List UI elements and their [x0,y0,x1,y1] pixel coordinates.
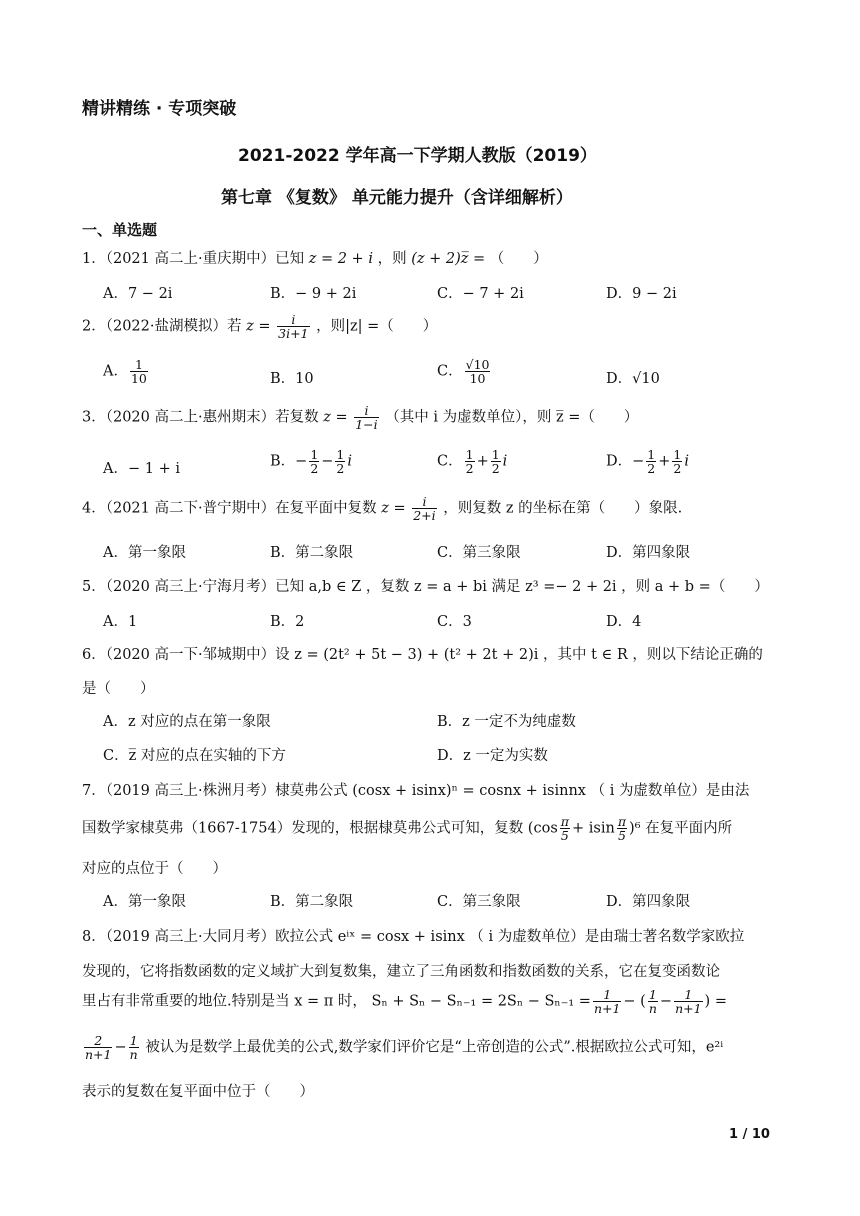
q2-tail: ，则|z| =（ ） [316,318,438,335]
q2-lhs: z = [246,318,271,335]
q1-mid: ，则 [377,251,407,267]
q7-line2-mid: + isin [571,820,615,837]
q3-b-den-1: 2 [310,461,319,477]
q8-line3-mid2: − [659,993,673,1010]
question-4 [82,495,682,522]
q8-line3-pre: 里占有非常重要的地位.特别是当 x = π 时， Sₙ + Sₙ − Sₙ₋₁ = 2Sₙ − Sₙ₋₁ = [82,993,591,1010]
q4-lhs: z = [381,500,406,517]
q7-pi-num-2: π [617,814,627,829]
question-8-line-1: 8．（2019 高三上·大同月考）欧拉公式 eⁱˣ = cosx + isinx （ i 为虚数单位）是由瑞士著名数学家欧拉 [82,929,745,945]
q3-c-num-2: 1 [491,447,500,462]
q4-tail: ，则复数 z 的坐标在第（ ）象限. [443,500,683,517]
q3-b-i: i [347,453,353,470]
q3-b-den-2: 2 [336,461,345,477]
q8-line4-post: 被认为是数学上最优美的公式,数学家们评价它是“上帝创造的公式”.根据欧拉公式可知，e²ⁱ [145,1039,724,1056]
q3-d-op: + [658,453,671,470]
q3-c-frac-1 [465,448,475,475]
q3-d-den-1: 2 [647,461,656,477]
question-6-line-2: 是（ ） [82,681,155,697]
q6-option-b: B．z 一定不为纯虚数 [437,714,576,730]
q3-denominator: 1−i [355,417,378,433]
question-7-line-2 [82,815,732,842]
q3-d-num-1: 1 [647,447,656,462]
q4-denominator: 2+i [413,508,436,524]
q8-frac-e [129,1034,139,1061]
q3-option-d-label: D．− [606,453,645,470]
q7-pi-num-1: π [560,814,569,829]
q8-frac-b [648,988,658,1015]
q8-frac-a [593,988,621,1015]
q1-expression: (z + 2)z̅ = [411,251,486,267]
question-3 [82,404,638,431]
question-7-line-3: 对应的点位于（ ） [82,861,227,877]
q2-option-c-fraction [465,358,491,385]
q4-option-c: C．第三象限 [437,545,521,561]
q3-d-i: i [684,453,689,470]
q6-option-a: A．z 对应的点在第一象限 [103,714,271,730]
q1-source: 1．（2021 高二上·重庆期中）已知 [82,251,305,267]
q3-b-num-1: 1 [310,447,319,462]
q3-option-b-label: B．− [270,453,308,470]
question-8-line-3 [82,988,727,1015]
document-title: 第七章 《复数》 单元能力提升（含详细解析） [221,188,573,208]
q3-c-op: + [476,453,489,470]
q8-frac-a-den: n+1 [593,1001,621,1017]
q1-option-d: D．9 − 2i [606,286,677,302]
q3-b-frac-1 [309,448,319,475]
q1-equation: z = 2 + i [308,251,373,267]
q3-lhs: z = [323,409,348,426]
q3-d-frac-2 [672,448,682,475]
q8-frac-d [84,1034,112,1061]
q7-pi-den-2: 5 [617,828,626,844]
question-2 [82,313,437,340]
q2-a-den: 10 [130,371,147,387]
q2-option-a-label: A． [103,363,128,380]
question-6-line-1: 6．（2020 高一下·邹城期中）设 z = (2t² + 5t − 3) + (t² + 2t + 2)i ，其中 t ∈ R ，则以下结论正确的 [82,647,763,663]
q8-line4-mid: − [114,1039,127,1056]
q7-option-d: D．第四象限 [606,894,691,910]
q3-c-i: i [502,453,508,470]
document-subtitle: 2021-2022 学年高一下学期人教版（2019） [238,146,597,166]
q3-option-c [437,448,507,475]
q1-blank: （ ） [489,251,548,267]
q8-frac-c-den: n+1 [675,1001,702,1017]
q3-option-a: A．− 1 + i [103,461,180,477]
q3-b-op: − [321,453,334,470]
q3-c-frac-2 [491,448,501,475]
q2-option-c [437,358,492,385]
q3-c-den-2: 2 [491,461,500,477]
q3-d-num-2: 1 [673,447,682,462]
q2-option-d: D．√10 [606,371,660,387]
q4-numerator: i [412,495,436,509]
q3-option-c-label: C． [437,453,463,470]
q6-option-c: C．z̅ 对应的点在实轴的下方 [103,748,286,764]
q4-option-d: D．第四象限 [606,545,691,561]
series-title: 精讲精练 · 专项突破 [82,99,237,119]
question-7-line-1: 7．（2019 高三上·株洲月考）棣莫弗公式 (cosx + isinx)ⁿ = cosnx + isinnx （ i 为虚数单位）是由法 [82,783,750,799]
q4-option-b: B．第二象限 [270,545,354,561]
question-1 [82,247,548,268]
q7-line2-post: )⁶ 在复平面内所 [629,820,733,837]
q8-line3-mid: − ( [623,993,646,1010]
q2-c-den: 10 [469,371,486,387]
q4-source: 4．（2021 高二下·普宁期中）在复平面中复数 [82,500,377,517]
q3-option-b [270,448,352,475]
q1-option-b: B．− 9 + 2i [270,286,357,302]
q7-pi-frac-2 [617,815,627,842]
q5-option-a: A．1 [103,614,138,630]
q8-frac-b-num: 1 [648,987,657,1002]
q8-frac-c [674,988,702,1015]
question-8-line-2: 发现的，它将指数函数的定义域扩大到复数集，建立了三角函数和指数函数的关系，它在复变函数论 [82,964,720,980]
q2-option-b: B．10 [270,371,314,387]
page-number: 1 / 10 [729,1127,770,1142]
q8-frac-e-num: 1 [129,1033,138,1048]
q4-option-a: A．第一象限 [103,545,186,561]
q5-option-d: D．4 [606,614,642,630]
question-5: 5．（2020 高三上·宁海月考）已知 a,b ∈ Z ，复数 z = a + bi 满足 z³ =− 2 + 2i ，则 a + b =（ ） [82,579,769,595]
q2-source: 2．（2022·盐湖模拟）若 [82,318,242,335]
q3-d-den-2: 2 [673,461,682,477]
q3-d-frac-1 [646,448,656,475]
q2-option-a [103,358,150,385]
q3-b-frac-2 [335,448,345,475]
q6-option-d: D．z 一定为实数 [437,748,548,764]
q8-frac-b-den: n [648,1001,657,1017]
q8-frac-d-den: n+1 [85,1047,112,1063]
q5-option-b: B．2 [270,614,305,630]
q3-b-num-2: 1 [336,447,345,462]
q5-option-c: C．3 [437,614,472,630]
q8-line3-post: ) = [704,993,727,1010]
q8-frac-e-den: n [129,1047,138,1063]
q2-numerator: i [277,313,309,327]
q1-option-c: C．− 7 + 2i [437,286,524,302]
q3-c-num-1: 1 [465,447,474,462]
q2-denominator: 3i+1 [278,326,309,342]
q8-frac-c-num: 1 [674,988,702,1002]
q7-option-c: C．第三象限 [437,894,521,910]
q3-numerator: i [354,404,378,418]
q7-option-b: B．第二象限 [270,894,354,910]
q2-option-c-label: C． [437,363,463,380]
section-heading: 一、单选题 [82,221,158,239]
q3-fraction [354,404,378,431]
q7-pi-frac-1 [560,815,570,842]
q2-fraction [277,313,309,340]
question-8-line-4 [82,1034,723,1061]
q7-option-a: A．第一象限 [103,894,186,910]
q3-option-d [606,448,689,475]
question-8-line-5: 表示的复数在复平面中位于（ ） [82,1084,314,1100]
q3-source: 3．（2020 高二上·惠州期末）若复数 [82,409,319,426]
q8-frac-d-num: 2 [84,1034,112,1048]
q7-pi-den-1: 5 [560,828,569,844]
q3-tail: （其中 i 为虚数单位），则 z̅ =（ ） [385,409,639,426]
q7-line2-pre: 国数学家棣莫弗（1667-1754）发现的，根据棣莫弗公式可知，复数 (cos [82,820,558,837]
q8-frac-a-num: 1 [593,988,621,1002]
q4-fraction [412,495,436,522]
q2-c-num: √10 [465,357,490,372]
q2-a-num: 1 [130,358,148,372]
q1-option-a: A．7 − 2i [103,286,173,302]
q2-option-a-fraction [130,358,148,385]
q3-c-den-1: 2 [465,461,474,477]
